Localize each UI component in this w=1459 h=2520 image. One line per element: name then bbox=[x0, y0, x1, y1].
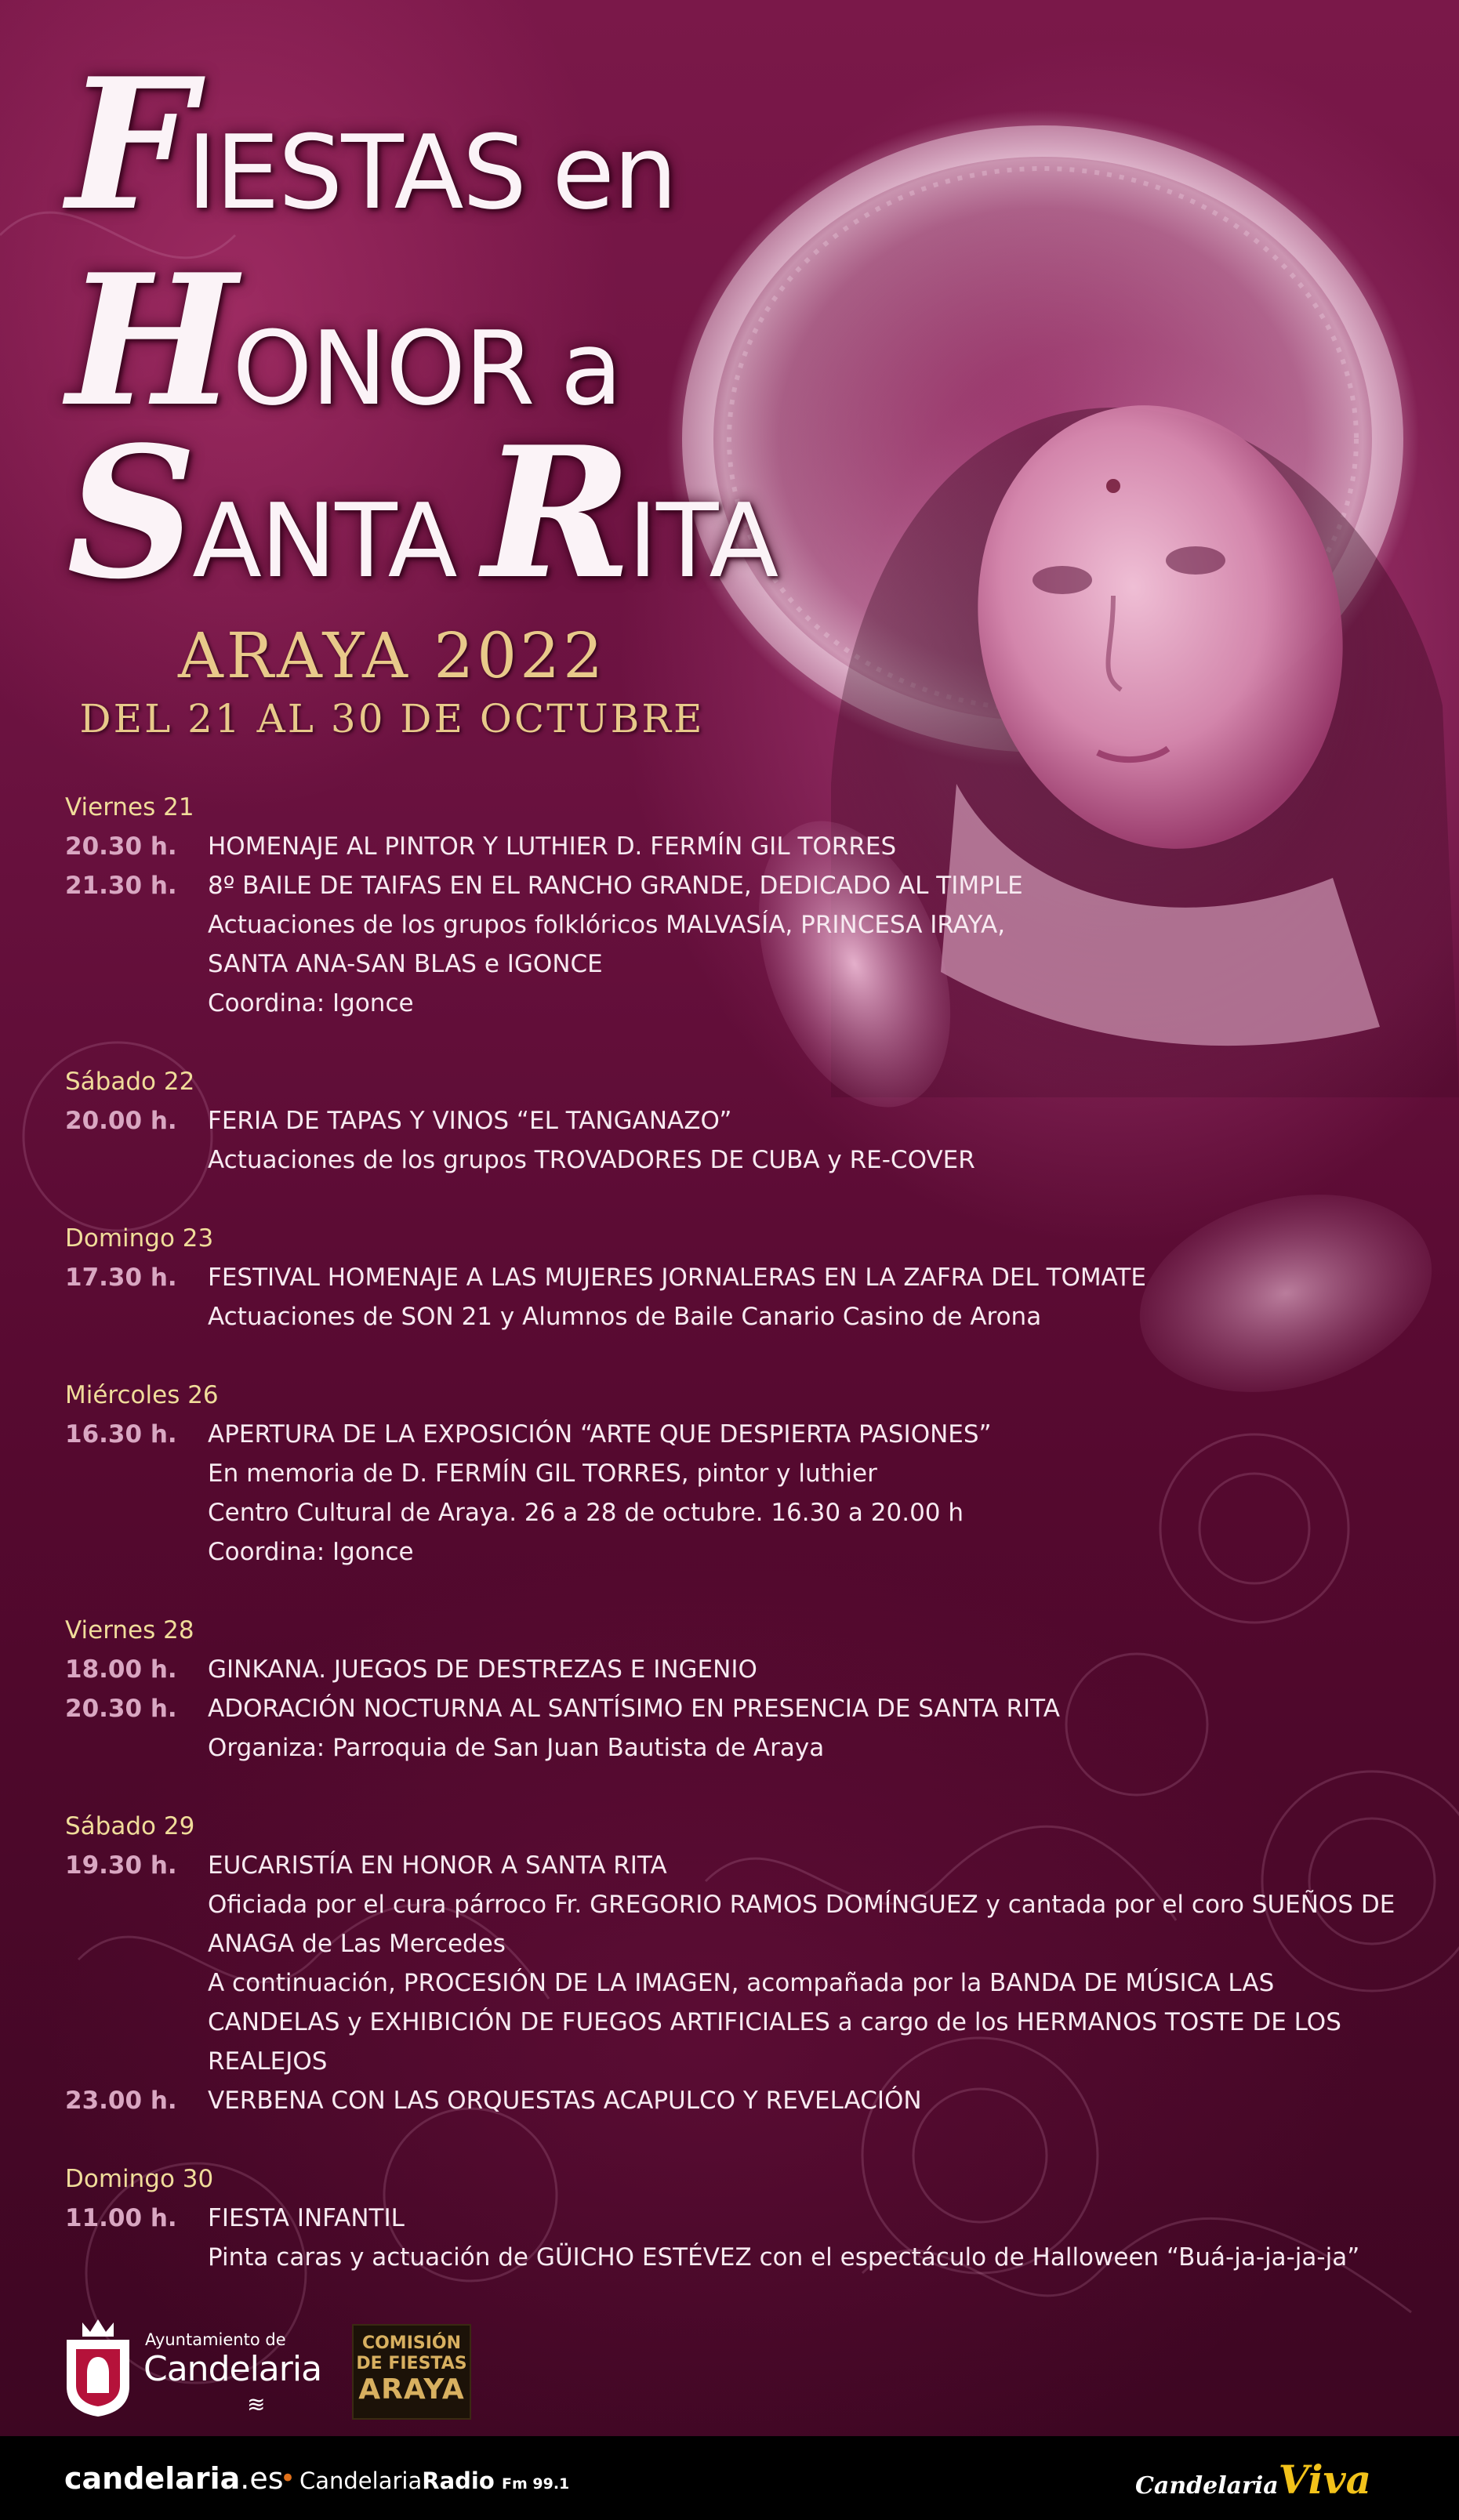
program-day bbox=[65, 1062, 1429, 1180]
entry-line: En memoria de D. FERMÍN GIL TORRES, pintor y luthier bbox=[208, 1459, 877, 1488]
entry-time: 20.00 h. bbox=[65, 1107, 177, 1135]
program-entry bbox=[65, 2081, 1429, 2120]
entry-line: VERBENA CON LAS ORQUESTAS ACAPULCO Y REVELACIÓN bbox=[208, 2087, 922, 2115]
title-word: ONOR bbox=[232, 309, 534, 428]
program-entry bbox=[65, 827, 1429, 866]
program-entry bbox=[65, 1415, 1429, 1572]
ayuntamiento-logo bbox=[59, 2308, 322, 2418]
entry-line: Actuaciones de los grupos TROVADORES DE CUBA y RE-COVER bbox=[208, 1146, 975, 1174]
entry-line: FERIA DE TAPAS Y VINOS “EL TANGANAZO” bbox=[208, 1107, 732, 1135]
entry-line: Centro Cultural de Araya. 26 a 28 de octubre. 16.30 a 20.00 h bbox=[208, 1499, 964, 1527]
title-word: en bbox=[552, 113, 677, 232]
brand-b: Viva bbox=[1278, 2457, 1372, 2503]
program-day bbox=[65, 1807, 1429, 2120]
radio-frequency: Fm 99.1 bbox=[501, 2475, 570, 2493]
title-line-3 bbox=[67, 408, 778, 619]
program-day bbox=[65, 788, 1429, 1023]
entry-line: 8º BAILE DE TAIFAS EN EL RANCHO GRANDE, DEDICADO AL TIMPLE bbox=[208, 872, 1023, 900]
entry-line: ANAGA de Las Mercedes bbox=[208, 1930, 506, 1958]
entry-line: REALEJOS bbox=[208, 2047, 328, 2076]
title-word: ANTA bbox=[192, 481, 456, 600]
entry-description bbox=[208, 1689, 1429, 1768]
entry-line: Coordina: Igonce bbox=[208, 1538, 414, 1566]
title-initial: F bbox=[67, 39, 194, 251]
entry-description bbox=[208, 1650, 1429, 1689]
title-initial: R bbox=[482, 408, 631, 619]
separator-dot: • bbox=[280, 2463, 296, 2494]
entry-line: APERTURA DE LA EXPOSICIÓN “ARTE QUE DESPIERTA PASIONES” bbox=[208, 1420, 992, 1449]
comision-line: COMISIÓN bbox=[361, 2333, 462, 2353]
day-label: Viernes 21 bbox=[65, 793, 194, 821]
entry-line: FIESTA INFANTIL bbox=[208, 2204, 405, 2232]
entry-description bbox=[208, 866, 1429, 1023]
title-initial: H bbox=[67, 235, 236, 447]
program-day bbox=[65, 1219, 1429, 1336]
title-initial: S bbox=[67, 408, 196, 619]
entry-line: SANTA ANA-SAN BLAS e IGONCE bbox=[208, 950, 603, 978]
entry-description bbox=[208, 1415, 1429, 1572]
program-entry bbox=[65, 1101, 1429, 1180]
wave-icon: ≋ bbox=[247, 2391, 266, 2417]
program-entry bbox=[65, 1650, 1429, 1689]
entry-time: 21.30 h. bbox=[65, 872, 177, 900]
radio-name-a: Candelaria bbox=[299, 2467, 423, 2494]
entry-line: A continuación, PROCESIÓN DE LA IMAGEN, acompañada por la BANDA DE MÚSICA LAS bbox=[208, 1969, 1275, 1997]
program-day bbox=[65, 1611, 1429, 1768]
ayuntamiento-label: Ayuntamiento de bbox=[145, 2330, 286, 2349]
entry-description bbox=[208, 827, 1429, 866]
footer-bar bbox=[0, 2436, 1459, 2520]
comision-line: ARAYA bbox=[358, 2373, 465, 2406]
entry-description bbox=[208, 2199, 1429, 2277]
day-label: Domingo 30 bbox=[65, 2165, 214, 2193]
entry-description bbox=[208, 1101, 1429, 1180]
entry-line: Actuaciones de los grupos folklóricos MALVASÍA, PRINCESA IRAYA, bbox=[208, 911, 1006, 939]
site-tld: .es bbox=[240, 2461, 284, 2496]
entry-line: ADORACIÓN NOCTURNA AL SANTÍSIMO EN PRESENCIA DE SANTA RITA bbox=[208, 1695, 1060, 1723]
entry-line: GINKANA. JUEGOS DE DESTREZAS E INGENIO bbox=[208, 1655, 757, 1684]
radio-name-b: Radio bbox=[422, 2467, 495, 2494]
entry-description bbox=[208, 2081, 1429, 2120]
title-line-2 bbox=[67, 235, 622, 447]
entry-line: Oficiada por el cura párroco Fr. GREGORIO RAMOS DOMÍNGUEZ y cantada por el coro SUEÑOS DE bbox=[208, 1891, 1395, 1919]
entry-time: 19.30 h. bbox=[65, 1851, 177, 1880]
program-day bbox=[65, 1376, 1429, 1572]
entry-line: Coordina: Igonce bbox=[208, 989, 414, 1017]
day-label: Viernes 28 bbox=[65, 1616, 194, 1644]
candelaria-shield-icon bbox=[59, 2308, 137, 2418]
entry-time: 17.30 h. bbox=[65, 1264, 177, 1292]
title-line-1 bbox=[67, 39, 677, 251]
entry-line: HOMENAJE AL PINTOR Y LUTHIER D. FERMÍN GIL TORRES bbox=[208, 832, 897, 861]
entry-line: CANDELAS y EXHIBICIÓN DE FUEGOS ARTIFICIALES a cargo de los HERMANOS TOSTE DE LOS bbox=[208, 2008, 1341, 2036]
program-schedule bbox=[65, 788, 1429, 2316]
program-entry bbox=[65, 1689, 1429, 1768]
program-entry bbox=[65, 866, 1429, 1023]
entry-time: 16.30 h. bbox=[65, 1420, 177, 1449]
day-label: Sábado 29 bbox=[65, 1812, 195, 1840]
title-word: ITA bbox=[627, 481, 778, 600]
entry-line: Pinta caras y actuación de GÜICHO ESTÉVEZ con el espectáculo de Halloween “Buá-ja-ja-ja-ja” bbox=[208, 2243, 1360, 2272]
title-word: IESTAS bbox=[187, 113, 526, 232]
candelaria-label: Candelaria bbox=[143, 2349, 322, 2389]
candelaria-viva-logo bbox=[1135, 2457, 1371, 2503]
brand-a: Candelaria bbox=[1135, 2472, 1279, 2500]
entry-description bbox=[208, 1258, 1429, 1336]
entry-line: Organiza: Parroquia de San Juan Bautista de Araya bbox=[208, 1734, 825, 1762]
day-label: Domingo 23 bbox=[65, 1224, 214, 1253]
entry-time: 18.00 h. bbox=[65, 1655, 177, 1684]
day-label: Sábado 22 bbox=[65, 1068, 195, 1096]
entry-line: FESTIVAL HOMENAJE A LAS MUJERES JORNALERAS EN LA ZAFRA DEL TOMATE bbox=[208, 1264, 1146, 1292]
day-label: Miércoles 26 bbox=[65, 1381, 219, 1409]
entry-time: 20.30 h. bbox=[65, 832, 177, 861]
entry-line: Actuaciones de SON 21 y Alumnos de Baile Canario Casino de Arona bbox=[208, 1303, 1042, 1331]
entry-time: 23.00 h. bbox=[65, 2087, 177, 2115]
website-link[interactable] bbox=[64, 2461, 284, 2496]
entry-description bbox=[208, 1846, 1429, 2081]
radio-label bbox=[299, 2467, 569, 2494]
program-entry bbox=[65, 1846, 1429, 2081]
entry-line: EUCARISTÍA EN HONOR A SANTA RITA bbox=[208, 1851, 667, 1880]
program-day bbox=[65, 2159, 1429, 2277]
program-entry bbox=[65, 1258, 1429, 1336]
comision-fiestas-logo bbox=[352, 2324, 471, 2420]
comision-line: DE FIESTAS bbox=[356, 2354, 467, 2373]
entry-time: 11.00 h. bbox=[65, 2204, 177, 2232]
title-word: a bbox=[560, 309, 622, 428]
site-name: candelaria bbox=[64, 2461, 241, 2496]
date-range: DEL 21 AL 30 DE OCTUBRE bbox=[79, 696, 705, 741]
entry-time: 20.30 h. bbox=[65, 1695, 177, 1723]
program-entry bbox=[65, 2199, 1429, 2277]
subtitle: ARAYA 2022 bbox=[178, 619, 606, 692]
